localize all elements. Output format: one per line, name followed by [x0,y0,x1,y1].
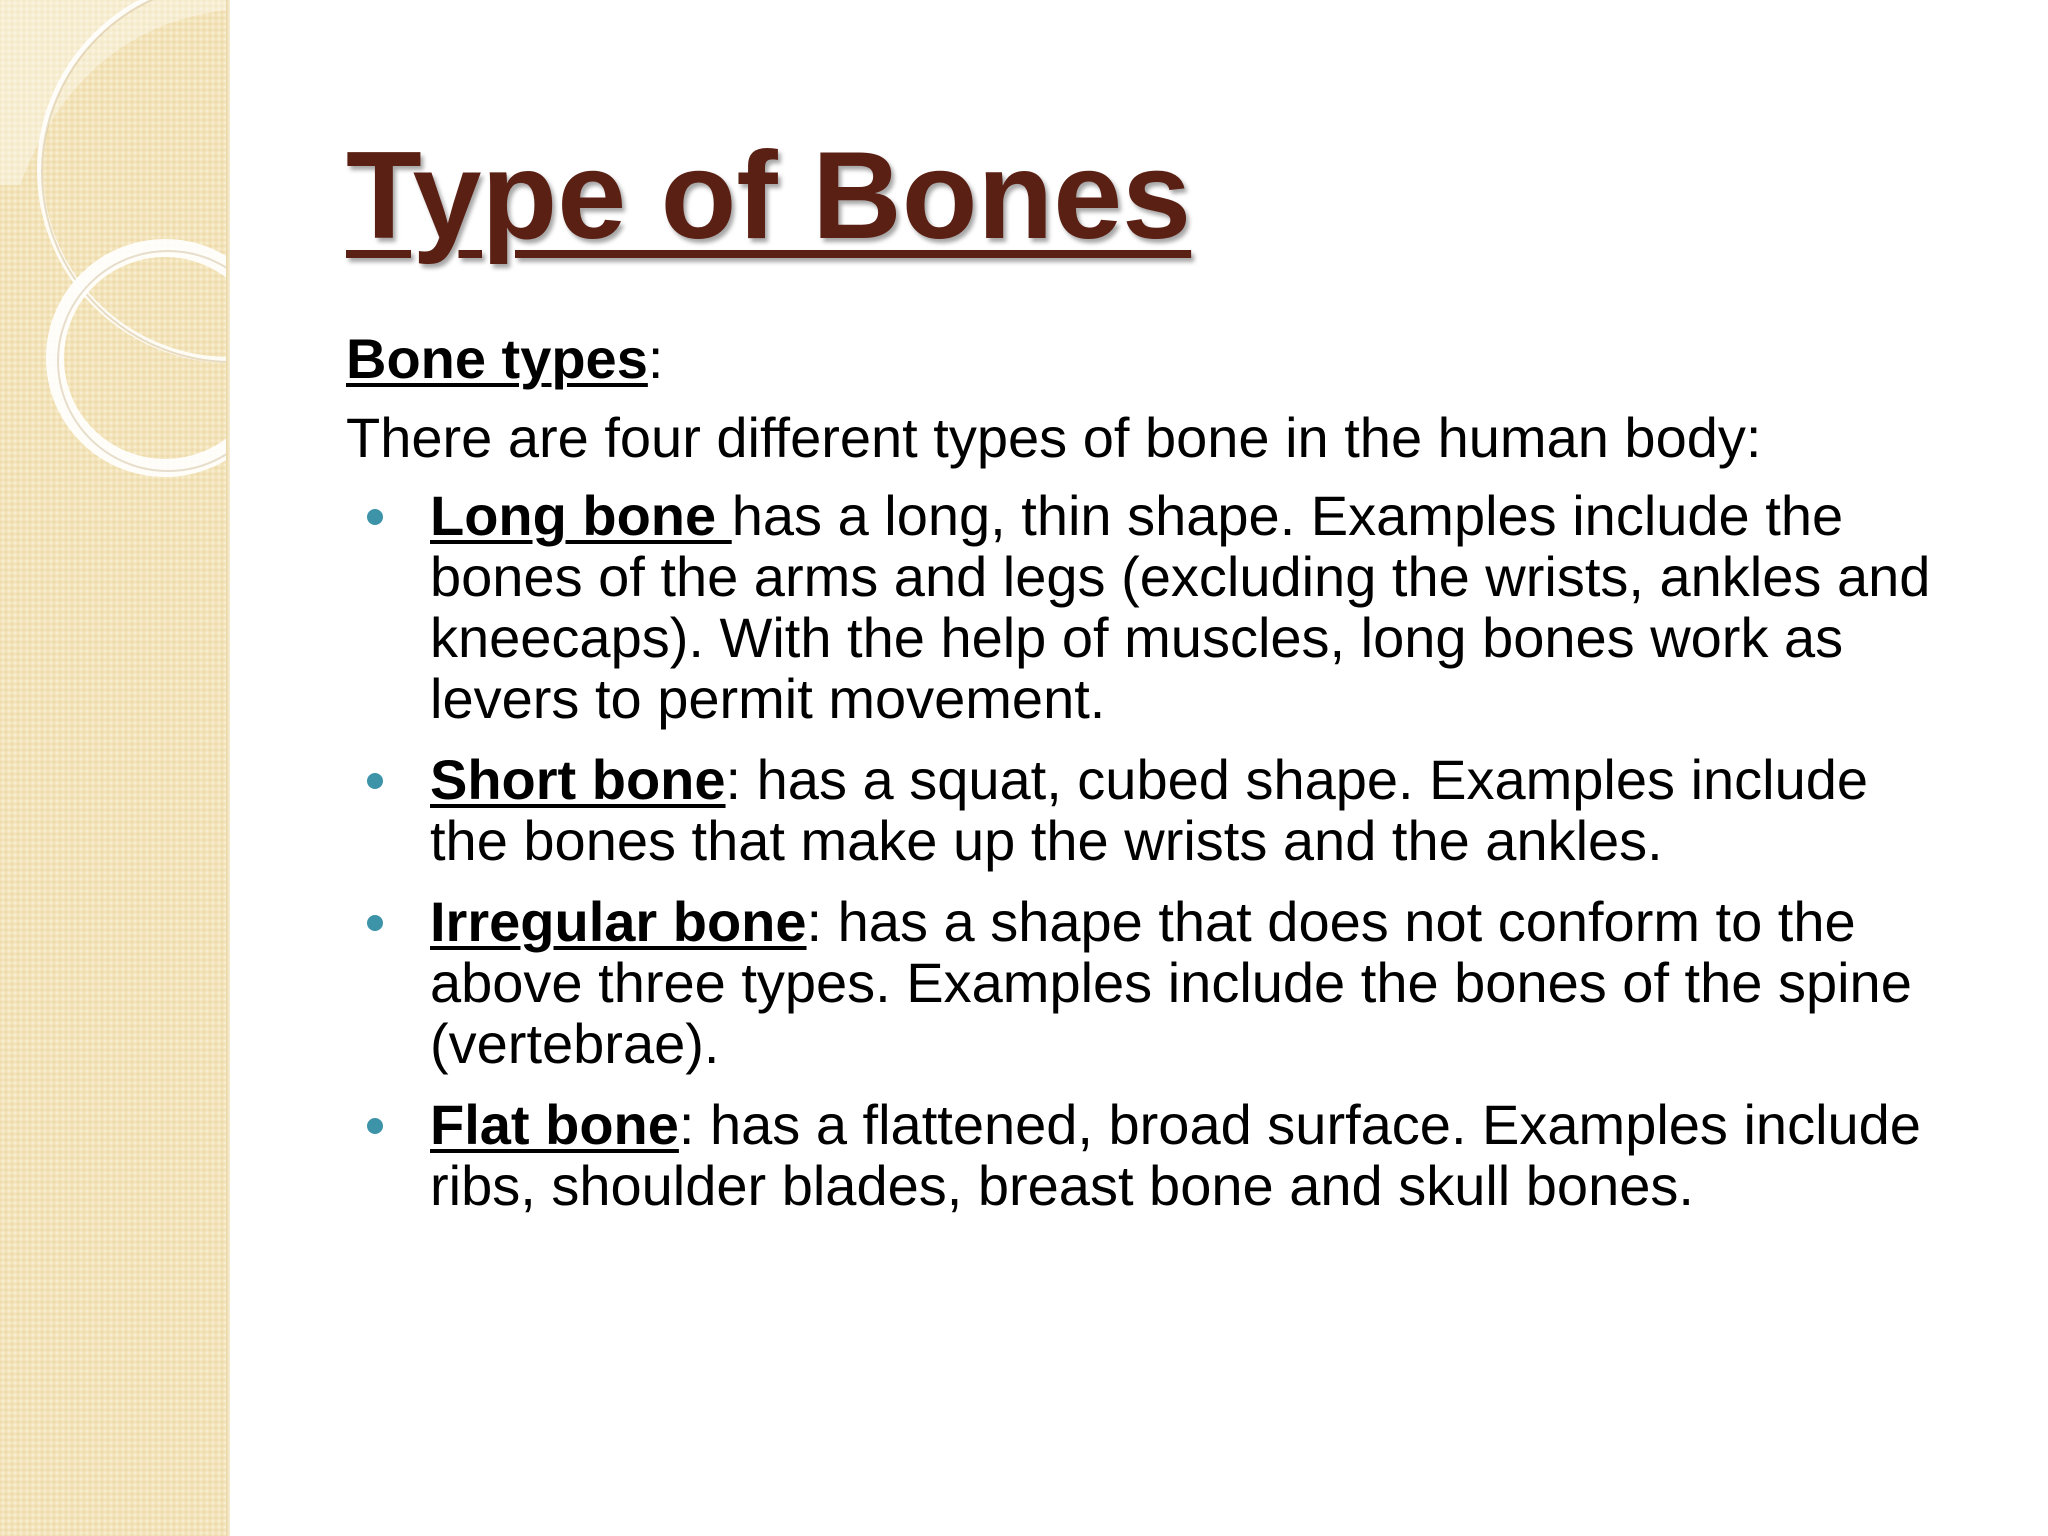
list-item [346,485,1946,729]
bullet-dot-icon [367,1118,383,1134]
bullet-dot-icon [367,915,383,931]
list-item [346,1094,1946,1216]
bullet-text: : has a shape that does not conform to the above three types. Examples include the bones of the spine (vertebrae). [430,890,1912,1075]
list-item [346,891,1946,1074]
section-heading [346,325,663,392]
bullet-list [346,485,1946,1236]
bullet-text: has a long, thin shape. Examples include the bones of the arms and legs (excluding the wrists, ankles and kneecaps). With the help of muscles, long bones work as levers to permit movement. [430,484,1931,730]
bullet-term: Long bone [430,484,732,547]
section-heading-suffix: : [647,327,664,390]
bullet-term: Irregular bone [430,890,807,953]
bullet-dot-icon [367,773,383,789]
bullet-term: Flat bone [430,1093,679,1156]
decorative-circles-icon [0,0,230,520]
bullet-term: Short bone [430,748,726,811]
section-heading-term: Bone types [346,327,648,390]
list-item [346,749,1946,871]
intro-text: There are four different types of bone in the human body: [346,406,1762,469]
decorative-sidebar [0,0,230,1536]
sidebar-edge [226,0,230,1536]
bullet-dot-icon [367,509,383,525]
page-title: Type of Bones [346,127,1192,265]
bullet-text: : has a squat, cubed shape. Examples include the bones that make up the wrists and the ankles. [430,748,1869,872]
bullet-text: : has a flattened, broad surface. Examples include ribs, shoulder blades, breast bone and skull bones. [430,1093,1921,1217]
